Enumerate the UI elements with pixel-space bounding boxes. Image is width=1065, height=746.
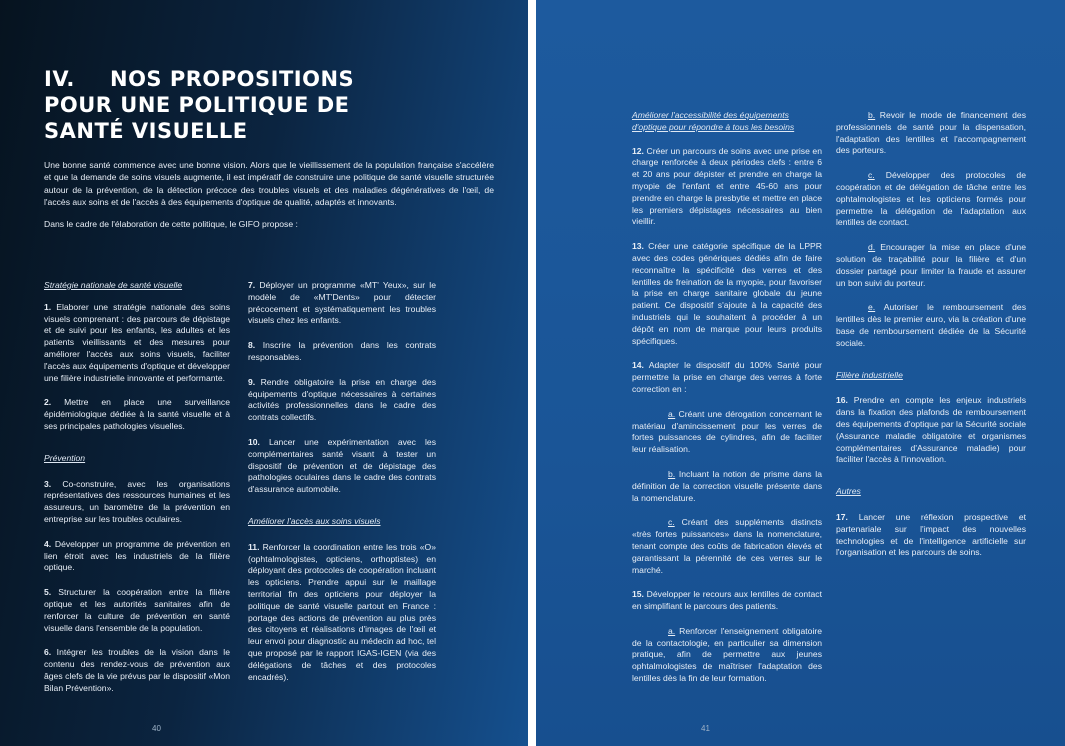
- section-heading-accessibilite: Améliorer l'accessibilité des équipements d'optique pour répondre à tous les besoins: [632, 110, 795, 132]
- proposal-14b: [632, 469, 822, 504]
- proposal-1: [44, 302, 230, 385]
- sub-letter: a.: [668, 408, 676, 419]
- proposal-number: 15.: [632, 589, 644, 600]
- proposal-number: 3.: [44, 478, 52, 489]
- sub-text: Créant une dérogation concernant le matériau d'amincissement pour les verres de fortes puissances de cylindres, afin de faciliter leur réalisation.: [632, 408, 822, 455]
- proposal-number: 8.: [248, 340, 256, 351]
- sub-letter: c.: [668, 517, 675, 528]
- proposal-number: 13.: [632, 241, 644, 252]
- proposal-text: Lancer une réflexion prospective et partenariale sur l'impact des nouvelles technologies et de l'intelligence artificielle sur l'organisation et les parcours de soins.: [836, 511, 1026, 558]
- title-line-2: POUR UNE POLITIQUE DE: [44, 93, 350, 117]
- proposal-9: [248, 377, 436, 424]
- right-page: [536, 0, 1065, 746]
- proposal-number: 11.: [248, 541, 260, 552]
- proposal-number: 12.: [632, 145, 644, 156]
- proposal-15d: [836, 242, 1026, 289]
- proposal-text: Inscrire la prévention dans les contrats responsables.: [248, 340, 436, 362]
- proposal-number: 16.: [836, 395, 848, 406]
- sub-letter: b.: [868, 110, 876, 120]
- page-number: 40: [152, 724, 161, 733]
- intro-paragraph: Une bonne santé commence avec une bonne vision. Alors que le vieillissement de la population française s'accélère et que la demande de soins visuels augmente, il est impératif de construire une politique de santé visuelle structurée autour de la prévention, de la détection précoce des troubles visuels et des maladies dégénératives de l'œil, de l'accès aux soins et de l'accès à des équipements d'optique de qualité, adaptés et innovants.: [44, 160, 494, 208]
- left-page: [0, 0, 528, 746]
- proposal-text: Créer une catégorie spécifique de la LPPR avec des codes génériques dédiés afin de faire reconnaître la spécificité des verres et des lentilles de freination de la myopie, pour favoriser la prise en charge sanitaire globale du jeune patient. Ce dispositif s'ajoute à la capacité des industriels qui le souhaitent à procéder à un dépôt en nom de marque pour leurs produits spécifiques.: [632, 241, 822, 346]
- title-line-3: SANTÉ VISUELLE: [44, 119, 248, 143]
- left-column-1: [44, 280, 230, 708]
- sub-text: Incluant la notion de prisme dans la définition de la correction visuelle présente dans la nomenclature.: [632, 468, 822, 503]
- proposal-text: Mettre en place une surveillance épidémiologique dédiée à la santé visuelle et à ses principales pathologies visuelles.: [44, 397, 230, 431]
- proposal-number: 14.: [632, 360, 644, 371]
- proposal-15: [632, 589, 822, 613]
- proposal-number: 6.: [44, 647, 52, 658]
- proposal-17: [836, 512, 1026, 559]
- proposal-8: [248, 340, 436, 364]
- proposal-number: 5.: [44, 587, 52, 598]
- left-column-2: [248, 280, 436, 696]
- proposal-15c: [836, 170, 1026, 229]
- sub-text: Autoriser le remboursement des lentilles dès le premier euro, via la création d'une base de remboursement dédiée de la Sécurité sociale.: [836, 302, 1026, 348]
- proposal-4: [44, 539, 230, 574]
- proposal-number: 1.: [44, 301, 52, 312]
- proposal-number: 2.: [44, 397, 52, 408]
- sub-letter: b.: [668, 468, 676, 479]
- section-heading-filiere: Filière industrielle: [836, 369, 903, 380]
- proposal-13: [632, 241, 822, 347]
- title-line-1: NOS PROPOSITIONS: [110, 67, 355, 91]
- section-heading-strategie: Stratégie nationale de santé visuelle: [44, 280, 183, 290]
- proposal-15b: [836, 110, 1026, 157]
- sub-text: Créant des suppléments distincts «très fortes puissances» dans la nomenclature, tenant compte des coûts de fabrication élevés et garantissant la pérennité de ces verres sur le marché.: [632, 517, 822, 575]
- sub-letter: c.: [868, 170, 875, 181]
- right-column-1: [632, 110, 822, 698]
- proposal-2: [44, 397, 230, 432]
- section-heading-prevention: Prévention: [44, 452, 86, 463]
- sub-letter: d.: [868, 242, 876, 253]
- page-gutter: [528, 0, 536, 746]
- proposal-text: Intégrer les troubles de la vision dans le contenu des rendez-vous de prévention aux âges clefs de la vie prévus par le dispositif «Mon Bilan Prévention».: [44, 647, 230, 693]
- proposal-text: Adapter le dispositif du 100% Santé pour permettre la prise en charge des verres à forte correction en :: [632, 360, 822, 394]
- proposal-text: Structurer la coopération entre la filière optique et les autorités sanitaires afin de renforcer la culture de prévention en santé visuelle dans l'ensemble de la population.: [44, 587, 230, 633]
- proposal-14a: [632, 409, 822, 456]
- proposal-11: [248, 542, 436, 684]
- sub-text: Revoir le mode de financement des professionnels de santé pour la dispensation, l'adaptation des lentilles et l'accompagnement des porteurs.: [836, 110, 1026, 156]
- proposal-number: 7.: [248, 280, 256, 290]
- proposal-text: Renforcer la coordination entre les trois «O» (ophtalmologistes, opticiens, orthoptistes) en déployant des protocoles de coopération incluant les opticiens. Prendre appui sur le maillage territorial fin des opticiens pour déployer la politique de santé visuelle partout en France : portage des actions de prévention au plus près des citoyens et réalisations d'images de l'œil et leur envoi pour diagnostic au médecin ad hoc, tel que proposé par le rapport IGAS-IGEN (via des délégations de tâches et des protocoles encadrés).: [248, 541, 436, 682]
- proposal-number: 10.: [248, 436, 260, 447]
- proposal-text: Déployer un programme «MT' Yeux», sur le modèle de «MT'Dents» pour détecter précocement et systématiquement les troubles visuels chez les enfants.: [248, 280, 436, 326]
- page-number: 41: [701, 724, 710, 733]
- proposal-15a: [632, 626, 822, 685]
- proposal-text: Co-construire, avec les organisations représentatives des ressources humaines et les assureurs, un baromètre de la prévention en entreprise sur les troubles oculaires.: [44, 478, 230, 524]
- proposal-text: Prendre en compte les enjeux industriels dans la fixation des plafonds de remboursement des équipements d'optique par la Sécurité sociale (Assurance maladie obligatoire et organismes complémentaires d'Assurance maladie) pour faciliter l'accès à l'innovation.: [836, 395, 1026, 465]
- intro-lead: Dans le cadre de l'élaboration de cette politique, le GIFO propose :: [44, 218, 298, 229]
- proposal-5: [44, 587, 230, 634]
- right-column-2: [836, 110, 1026, 572]
- proposal-text: Lancer une expérimentation avec les complémentaires santé visant à tester un dispositif de prévention et de dépistage des pathologies oculaires dans le cadre des contrats d'assurance automobile.: [248, 436, 436, 495]
- proposal-14c: [632, 517, 822, 576]
- section-title: [44, 66, 484, 144]
- proposal-7: [248, 280, 436, 327]
- sub-text: Développer des protocoles de coopération et de délégation de tâche entre les ophtalmologistes et les opticiens formés pour permettre la délégation de l'adaptation aux lentilles de contact.: [836, 170, 1026, 228]
- proposal-3: [44, 479, 230, 526]
- proposal-15e: [836, 302, 1026, 349]
- proposal-number: 4.: [44, 538, 52, 549]
- proposal-text: Développer le recours aux lentilles de contact en simplifiant le parcours des patients.: [632, 589, 822, 612]
- proposal-text: Créer un parcours de soins avec une prise en charge renforcée à deux périodes clefs : entre 6 et 20 ans pour dépister et prendre en charge la myopie de l'enfant et entre 45-60 ans pour prendre en charge la presbytie et mettre en place les premiers dépistages nécessaires au bien vieillir.: [632, 145, 822, 227]
- proposal-16: [836, 395, 1026, 466]
- proposal-number: 9.: [248, 376, 256, 387]
- proposal-10: [248, 437, 436, 496]
- sub-letter: a.: [668, 625, 676, 636]
- proposal-6: [44, 647, 230, 694]
- proposal-14: [632, 360, 822, 395]
- proposal-number: 17.: [836, 511, 848, 522]
- sub-text: Encourager la mise en place d'une solution de traçabilité pour la filière et d'un dossier partagé pour limiter la fraude et assurer un bon suivi du porteur.: [836, 242, 1026, 288]
- section-heading-acces-soins: Améliorer l'accès aux soins visuels: [248, 515, 381, 526]
- section-number: IV.: [44, 67, 75, 91]
- section-heading-autres: Autres: [836, 486, 861, 497]
- proposal-text: Elaborer une stratégie nationale des soins visuels comprenant : des parcours de dépistage et de suivi pour les enfants, les adultes et les patients vieillissants et des mesures pour améliorer l'accès aux soins visuels, faciliter l'accès aux équipements d'optique et développer une filière industrielle innovante et performante.: [44, 301, 230, 383]
- sub-text: Renforcer l'enseignement obligatoire de la contactologie, en particulier sa dimension pratique, afin de permettre aux jeunes ophtalmologistes de maîtriser l'adaptation des lentilles dès la fin de leur formation.: [632, 625, 822, 684]
- proposal-12: [632, 146, 822, 229]
- proposal-text: Développer un programme de prévention en lien étroit avec les industriels de la filière optique.: [44, 538, 230, 573]
- proposal-text: Rendre obligatoire la prise en charge des équipements d'optique nécessaires à certaines activités professionnelles dans le cadre des contrats collectifs.: [248, 376, 436, 423]
- intro-text: [44, 159, 494, 239]
- sub-letter: e.: [868, 302, 876, 313]
